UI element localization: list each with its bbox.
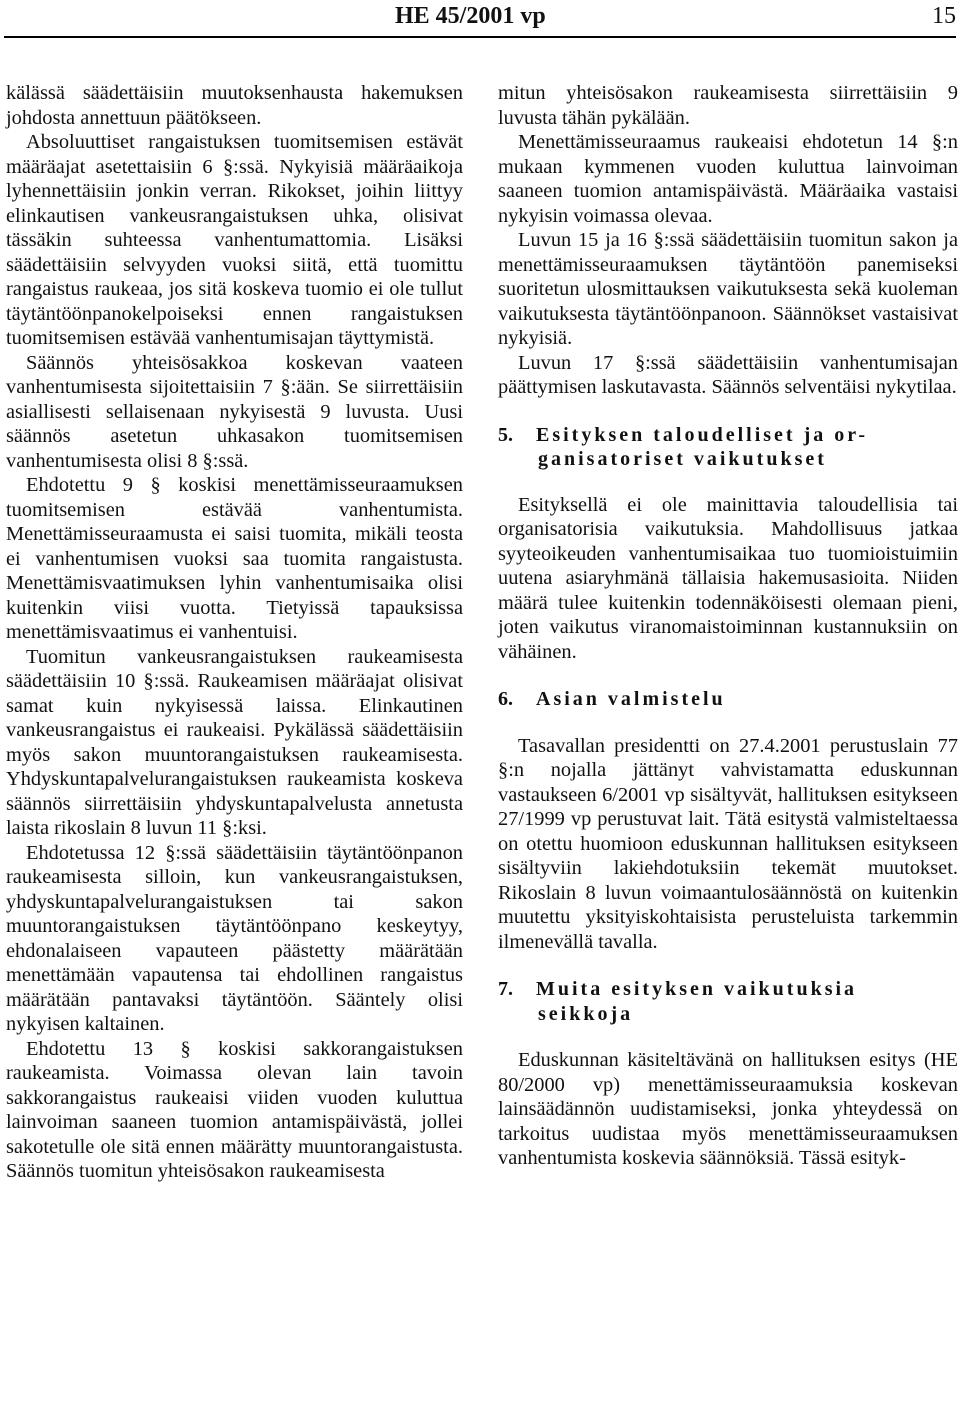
paragraph: Esityksellä ei ole mainittavia taloudellisia tai organisatorisia vaikutuksia. Mahdollisuus jatkaa syyteoikeuden vanhentumisaikaa tuo tuomioistuimiin uutena asiaryhmänä tällaisia hakemusasioita. Niiden määrä tulee kuitenkin todennäköisesti olemaan pieni, joten vaikutus viranomaistoiminnan kustannuksiin on vähäinen. bbox=[498, 493, 958, 663]
paragraph: Absoluuttiset rangaistuksen tuomitsemisen estävät määräajat asetettaisiin 6 §:ssä. Nykyisiä määräaikoja lyhennettäisiin jonkin verran. Rikokset, joihin liittyy elinkautisen vankeusrangaistuksen uhka, olisivat tässäkin suhteessa vanhentumattomia. Lisäksi säädettäisiin selvyyden vuoksi siitä, että tuomittu rangaistus raukeaa, jos sitä koskeva tuomio ei ole tullut täytäntöönpanokelpoiseksi ennen rangaistuksen tuomitsemisen estävää vanhentumisajan täyttymistä. bbox=[6, 131, 463, 349]
section-number: 7. bbox=[498, 978, 513, 1000]
section-title-continued: seikkoja bbox=[538, 1002, 634, 1025]
right-column bbox=[498, 81, 958, 1171]
page-header bbox=[0, 0, 960, 40]
paragraph: mitun yhteisösakon raukeamisesta siirrettäisiin 9 luvusta tähän pykälään. bbox=[498, 82, 958, 129]
paragraph: Luvun 17 §:ssä säädettäisiin vanhentumisajan päättymisen laskutavasta. Säännös selventäisi nykytilaa. bbox=[498, 351, 958, 398]
section-title-continued: ganisatoriset vaikutukset bbox=[538, 448, 827, 470]
paragraph: Ehdotettu 9 § koskisi menettämisseuraamuksen tuomitsemisen estävää vanhentumista. Menettämisseuraamusta ei saisi tuomita, mikäli teosta ei vanhentumisen vuoksi saa tuomita rangaistusta. Menettämisvaatimuksen lyhin vanhentumisaika olisi kuitenkin viisi vuotta. Tietyissä tapauksissa menettämisvaatimus ei vanhentuisi. bbox=[6, 474, 463, 643]
paragraph: kälässä säädettäisiin muutoksenhausta hakemuksen johdosta annettuun päätökseen. bbox=[6, 82, 463, 129]
section-heading-6 bbox=[498, 687, 958, 712]
paragraph: Tuomitun vankeusrangaistuksen raukeamisesta säädettäisiin 10 §:ssä. Raukeamisen määräajat olisivat samat kuin nykyisessä laissa. Elinkautinen vankeusrangaistus ei raukeaisi. Pykälässä säädettäisiin myös sakon muuntorangaistuksen raukeamisesta. Yhdyskuntapalvelurangaistuksen raukeamista koskeva säännös siirrettäisiin yhdyskuntapalvelusta annetusta laista rikoslain 8 luvun 11 §:ksi. bbox=[6, 645, 463, 839]
section-title: Muita esityksen vaikutuksia bbox=[536, 978, 858, 1000]
section-heading-7 bbox=[498, 977, 958, 1026]
paragraph: Tasavallan presidentti on 27.4.2001 perustuslain 77 §:n nojalla jättänyt vahvistamatta eduskunnan vastaukseen 6/2001 vp sisältyvät, hallituksen esitykseen 27/1999 vp perustuvat lait. Tätä esitystä valmisteltaessa on otettu huomioon eduskunnan hallituksen esitykseen sisältyviin lakiehdotuksiin tekemät muutokset. Rikoslain 8 luvun voimaantulosäännöstä on kuitenkin muutettu yksityiskohtaisista perusteluista tarkemmin ilmenevällä tavalla. bbox=[498, 734, 958, 953]
section-title: Esityksen taloudelliset ja or- bbox=[536, 423, 869, 446]
paragraph: Ehdotetussa 12 §:ssä säädettäisiin täytäntöönpanon raukeamisesta silloin, kun vankeusrangaistuksen, yhdyskuntapalvelurangaistuksen tai sakon muuntorangaistuksen täytäntöönpano keskeytyy, ehdonalaiseen vapauteen päästetty määrätään menettämään vapautensa tai ehdollinen rangaistus määrätään pantavaksi täytäntöön. Sääntely olisi nykyisen kaltainen. bbox=[6, 841, 463, 1035]
paragraph: Luvun 15 ja 16 §:ssä säädettäisiin tuomitun sakon ja menettämisseuraamuksen täytäntöön panemiseksi suoritetun ulosmittauksen vaikutuksesta sekä kuoleman vaikutuksesta täytäntöönpanoon. Säännökset vastaisivat nykyisiä. bbox=[498, 229, 958, 349]
left-column bbox=[6, 81, 463, 1184]
section-number: 5. bbox=[498, 423, 513, 446]
section-heading-5 bbox=[498, 423, 958, 472]
paragraph: Menettämisseuraamus raukeaisi ehdotetun 14 §:n mukaan kymmenen vuoden kuluttua lainvoiman saaneen tuomion antamispäivästä. Määräaika vastaisi nykyisin voimassa olevaa. bbox=[498, 131, 958, 227]
page-number: 15 bbox=[932, 3, 956, 29]
section-number: 6. bbox=[498, 688, 513, 710]
document-id: HE 45/2001 vp bbox=[395, 3, 546, 29]
paragraph: Ehdotettu 13 § koskisi sakkorangaistuksen raukeamista. Voimassa olevan lain tavoin sakkorangaistus raukeaisi viiden vuoden kuluttua lainvoiman saaneen tuomion antamispäivästä, jollei sakotetulle ole sitä ennen määrätty muuntorangaistusta. Säännös tuomitun yhteisösakon raukeamisesta bbox=[6, 1037, 463, 1182]
paragraph: Säännös yhteisösakkoa koskevan vaateen vanhentumisesta sijoitettaisiin 7 §:ään. Se siirrettäisiin asiallisesti sellaisenaan nykyisestä 9 luvusta. Uusi säännös asetetun uhkasakon tuomitsemisen vanhentumisesta olisi 8 §:ssä. bbox=[6, 351, 463, 472]
header-rule bbox=[4, 36, 956, 38]
paragraph: Eduskunnan käsiteltävänä on hallituksen esitys (HE 80/2000 vp) menettämisseuraamuksia koskevan lainsäädännön uudistamiseksi, jonka yhteydessä on tarkoitus uudistaa myös menettämisseuraamuksen vanhentumista koskevia säännöksiä. Tässä esityk- bbox=[498, 1049, 958, 1169]
section-title: Asian valmistelu bbox=[536, 688, 726, 710]
